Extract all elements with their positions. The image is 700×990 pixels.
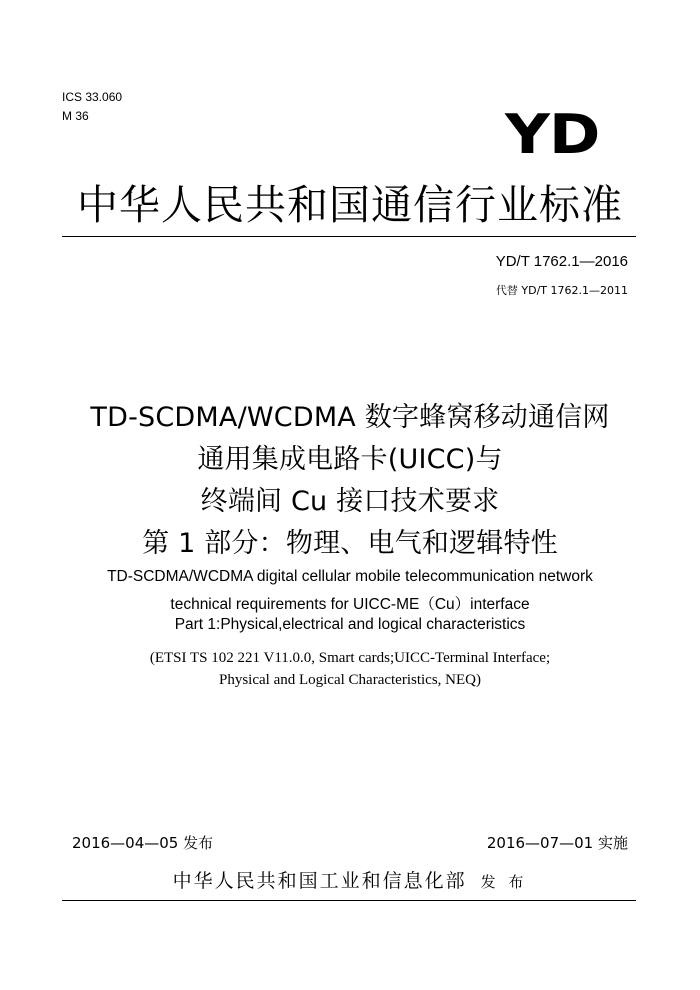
ministry-name: 中华人民共和国工业和信息化部 bbox=[172, 870, 467, 892]
classification-code: M 36 bbox=[62, 109, 89, 123]
yd-logo: YD bbox=[505, 103, 600, 166]
publish-label: 发 布 bbox=[480, 873, 528, 891]
english-title-line-3: Part 1:Physical,electrical and logical characteristics bbox=[174, 616, 526, 633]
standard-number: YD/T 1762.1—2016 bbox=[495, 253, 628, 270]
standard-title: 中华人民共和国通信行业标准 bbox=[77, 181, 623, 229]
chinese-title-line-4: 第 1 部分：物理、电气和逻辑特性 bbox=[142, 528, 558, 559]
english-title-line-1: TD-SCDMA/WCDMA digital cellular mobile telecommunication network bbox=[107, 568, 593, 585]
english-title-line-2: technical requirements for UICC-ME（Cu）interface bbox=[170, 596, 530, 613]
chinese-title-line-3: 终端间 Cu 接口技术要求 bbox=[200, 486, 500, 517]
footer-divider bbox=[62, 900, 636, 901]
reference-line-1: (ETSI TS 102 221 V11.0.0, Smart cards;UICC-Terminal Interface; bbox=[149, 650, 551, 666]
issue-date: 2016—04—05 发布 bbox=[72, 834, 214, 852]
chinese-title-line-1: TD-SCDMA/WCDMA 数字蜂窝移动通信网 bbox=[90, 402, 610, 433]
reference-line-2: Physical and Logical Characteristics, NEQ) bbox=[218, 672, 481, 688]
issuing-authority bbox=[0, 866, 700, 893]
replaces-standard: 代替 YD/T 1762.1—2011 bbox=[495, 284, 628, 297]
header-divider bbox=[62, 236, 636, 237]
chinese-title-line-2: 通用集成电路卡(UICC)与 bbox=[197, 444, 503, 475]
implementation-date: 2016—07—01 实施 bbox=[486, 834, 628, 852]
ics-code: ICS 33.060 bbox=[62, 90, 123, 104]
